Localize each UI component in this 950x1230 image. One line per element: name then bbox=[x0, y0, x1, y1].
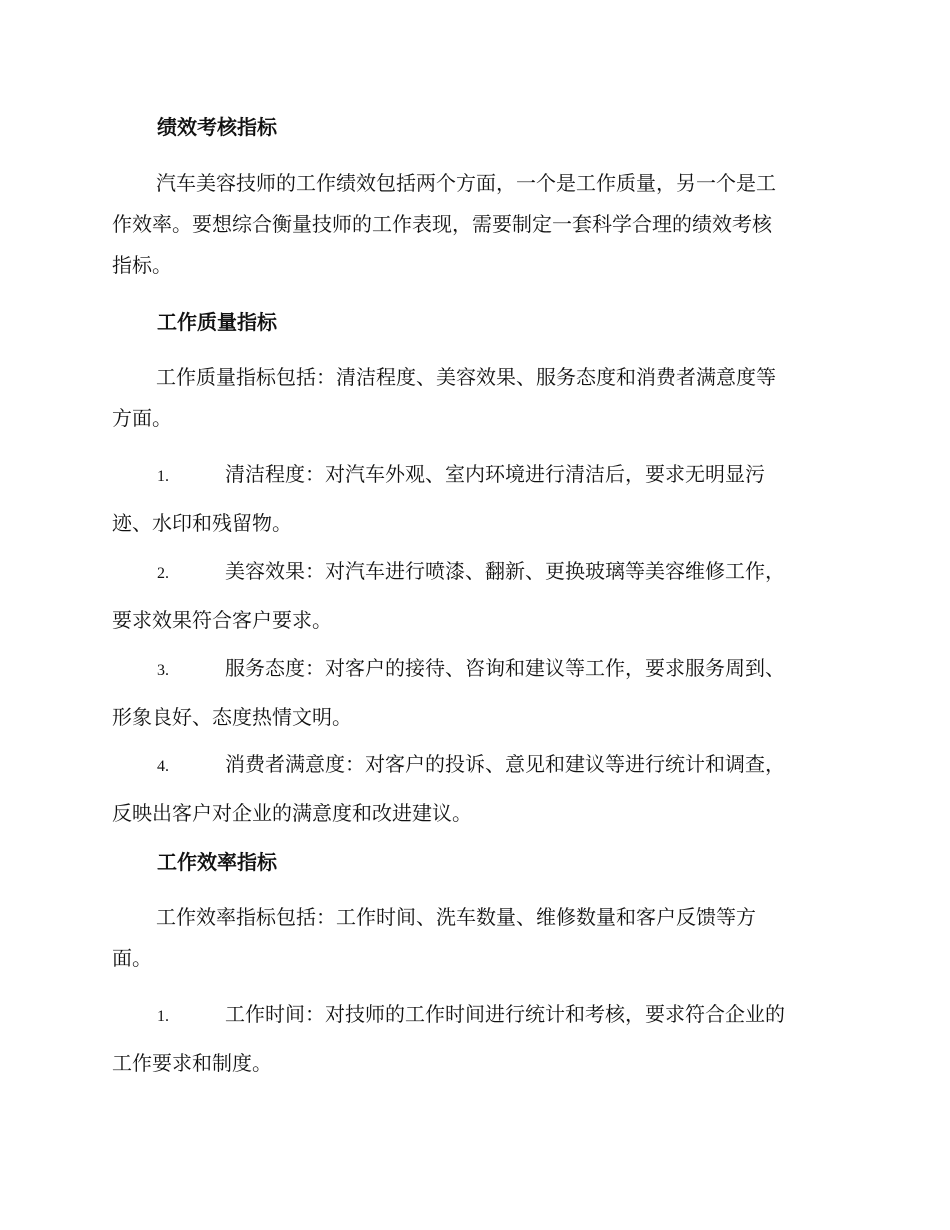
quality-intro-paragraph bbox=[112, 357, 832, 439]
paragraph-line: 作效率。要想综合衡量技师的工作表现，需要制定一套科学合理的绩效考核 bbox=[112, 212, 772, 236]
list-item-text: 要求效果符合客户要求。 bbox=[112, 608, 332, 632]
list-item-text: 形象良好、态度热情文明。 bbox=[112, 705, 352, 729]
list-item-first-line bbox=[112, 451, 832, 500]
list-item bbox=[112, 645, 832, 740]
list-item bbox=[112, 991, 832, 1086]
list-item-text: 美容效果：对汽车进行喷漆、翻新、更换玻璃等美容维修工作， bbox=[225, 559, 785, 583]
list-item bbox=[112, 741, 832, 836]
list-item-text: 消费者满意度：对客户的投诉、意见和建议等进行统计和调查， bbox=[225, 752, 785, 776]
list-item bbox=[112, 548, 832, 643]
paragraph-line: 汽车美容技师的工作绩效包括两个方面，一个是工作质量，另一个是工 bbox=[156, 171, 776, 195]
list-item-first-line bbox=[112, 991, 832, 1040]
list-item-text: 服务态度：对客户的接待、咨询和建议等工作，要求服务周到、 bbox=[225, 656, 785, 680]
list-item bbox=[112, 451, 832, 546]
list-item-text: 工作时间：对技师的工作时间进行统计和考核，要求符合企业的 bbox=[225, 1002, 785, 1026]
section-heading-performance-indicators: 绩效考核指标 bbox=[157, 115, 277, 139]
paragraph-line: 指标。 bbox=[112, 253, 172, 277]
list-item-text: 迹、水印和残留物。 bbox=[112, 511, 292, 535]
paragraph-line: 面。 bbox=[112, 946, 152, 970]
list-item-number: 3. bbox=[157, 662, 169, 679]
paragraph-line: 工作效率指标包括：工作时间、洗车数量、维修数量和客户反馈等方 bbox=[156, 905, 756, 929]
paragraph-line: 方面。 bbox=[112, 406, 172, 430]
list-item-text: 工作要求和制度。 bbox=[112, 1051, 272, 1075]
section-heading-work-quality: 工作质量指标 bbox=[157, 310, 277, 334]
list-item-first-line bbox=[112, 645, 832, 694]
list-item-text: 清洁程度：对汽车外观、室内环境进行清洁后，要求无明显污 bbox=[225, 462, 765, 486]
efficiency-intro-paragraph bbox=[112, 897, 832, 979]
list-item-number: 1. bbox=[157, 1008, 169, 1025]
list-item-text: 反映出客户对企业的满意度和改进建议。 bbox=[112, 801, 472, 825]
paragraph-line: 工作质量指标包括：清洁程度、美容效果、服务态度和消费者满意度等 bbox=[156, 365, 776, 389]
list-item-number: 2. bbox=[157, 565, 169, 582]
intro-paragraph bbox=[112, 163, 832, 286]
list-item-first-line bbox=[112, 741, 832, 790]
list-item-first-line bbox=[112, 548, 832, 597]
list-item-number: 4. bbox=[157, 758, 169, 775]
list-item-number: 1. bbox=[157, 468, 169, 485]
section-heading-work-efficiency: 工作效率指标 bbox=[157, 850, 277, 874]
